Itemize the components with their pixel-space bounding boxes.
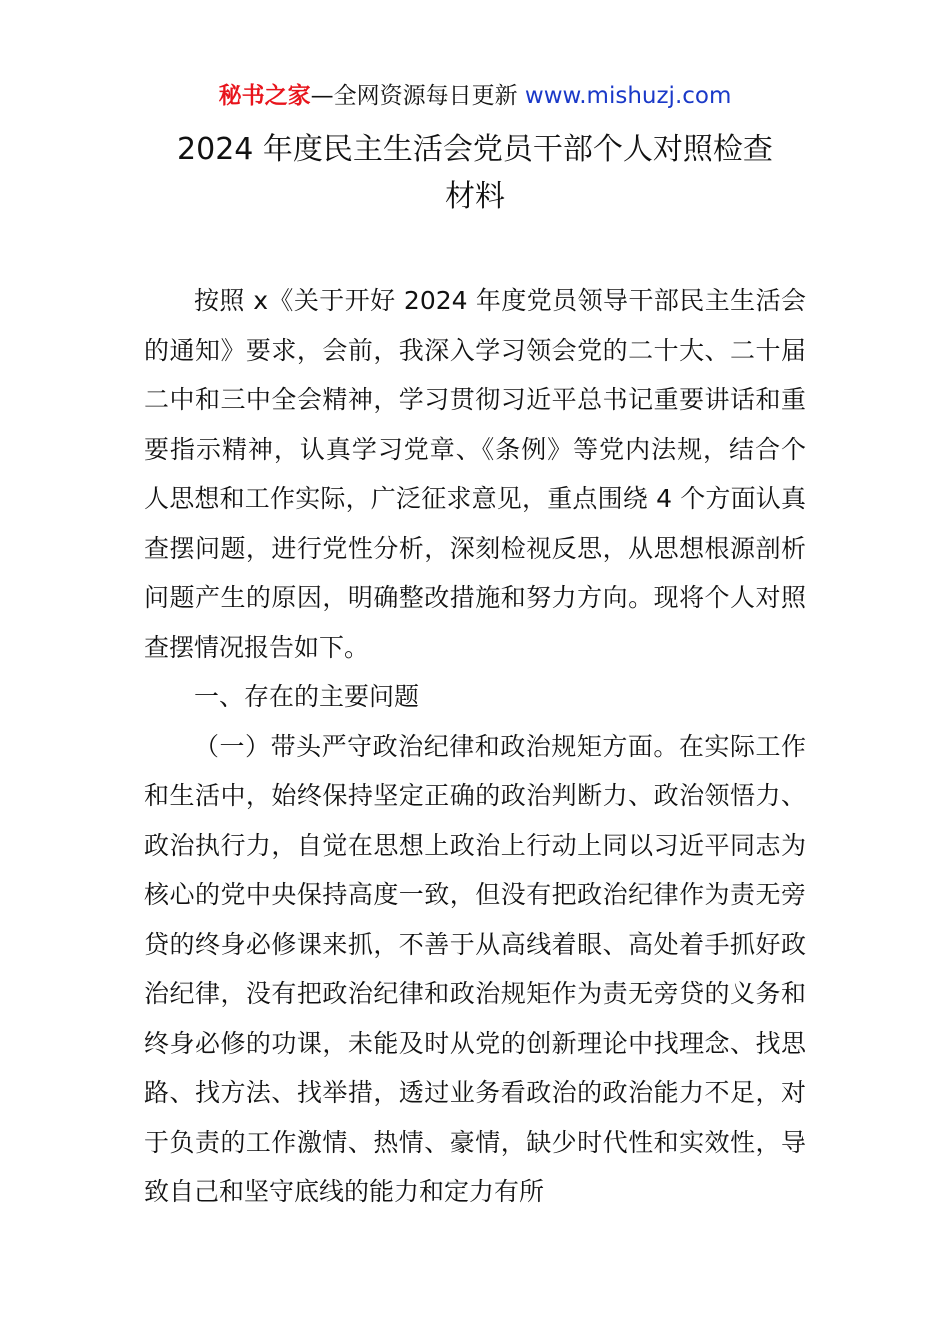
- intro-paragraph: 按照 x《关于开好 2024 年度党员领导干部民主生活会的通知》要求，会前，我深入学习领会党的二十大、二十届二中和三中全会精神，学习贯彻习近平总书记重要讲话和重要指示精神，认真学习党章、《条例》等党内法规，结合个人思想和工作实际，广泛征求意见，重点围绕 4 个方面认真查摆问题，进行党性分析，深刻检视反思，从思想根源剖析问题产生的原因，明确整改措施和努力方向。现将个人对照查摆情况报告如下。: [144, 286, 806, 662]
- header-tagline: —全网资源每日更新: [310, 83, 525, 109]
- document-body: [144, 276, 806, 1217]
- site-header: [0, 80, 950, 112]
- section-heading: 一、存在的主要问题: [194, 682, 420, 711]
- site-url-link[interactable]: www.mishuzj.com: [524, 83, 732, 109]
- section-paragraph: （一）带头严守政治纪律和政治规矩方面。在实际工作和生活中，始终保持坚定正确的政治判断力、政治领悟力、政治执行力，自觉在思想上政治上行动上同以习近平同志为核心的党中央保持高度一致，但没有把政治纪律作为责无旁贷的终身必修课来抓，不善于从高线着眼、高处着手抓好政治纪律，没有把政治纪律和政治规矩作为责无旁贷的义务和终身必修的功课，未能及时从党的创新理论中找理念、找思路、找方法、找举措，透过业务看政治的政治能力不足，对于负责的工作激情、热情、豪情，缺少时代性和实效性，导致自己和坚守底线的能力和定力有所: [144, 731, 806, 1206]
- brand-name[interactable]: 秘书之家: [218, 83, 311, 109]
- document-title-line-2: 材料: [445, 179, 505, 214]
- document-title: [0, 126, 950, 220]
- document-title-line-1: 2024 年度民主生活会党员干部个人对照检查: [177, 132, 773, 167]
